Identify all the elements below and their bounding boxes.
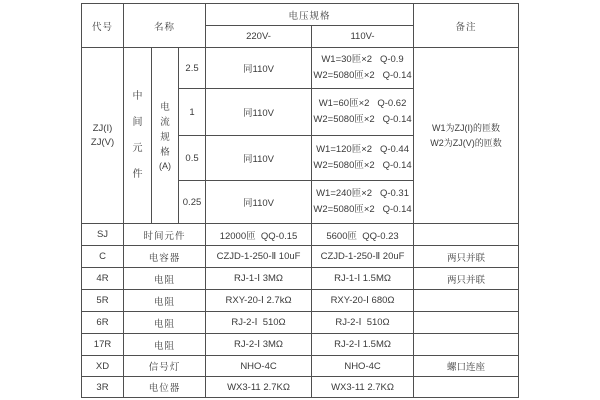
- row-110v: RXY-20-Ⅰ 680Ω: [312, 290, 414, 312]
- row-110v: NHO-4C: [312, 356, 414, 377]
- table-row: [82, 377, 519, 398]
- row-code: 3R: [82, 377, 124, 398]
- zj-110v-w1: W1=60匝×2 Q-0.62: [318, 98, 407, 109]
- zj-current-value: 0.5: [179, 136, 206, 181]
- table-row: [82, 290, 519, 312]
- row-name: 电阻: [124, 312, 206, 334]
- table-row: [82, 356, 519, 377]
- zj-current-spec-unit: (A): [159, 160, 171, 171]
- zj-110v-w1: W1=240匝×2 Q-0.31: [316, 188, 410, 199]
- zj-row-2.5: [82, 48, 519, 89]
- row-220v: CZJD-1-250-Ⅱ 10uF: [206, 246, 312, 268]
- row-220v: RJ-2-Ⅰ 510Ω: [206, 312, 312, 334]
- row-remark: [414, 290, 519, 312]
- header-220v-cell: 220V-: [206, 26, 312, 48]
- row-remark: 两只并联: [414, 246, 519, 268]
- zj-current-value: 2.5: [179, 48, 206, 89]
- header-voltage-spec-cell: 电压规格: [206, 4, 414, 26]
- row-110v: RJ-1-Ⅰ 1.5MΩ: [312, 268, 414, 290]
- table-row: [82, 334, 519, 356]
- zj-220v-value: 同110V: [206, 48, 312, 89]
- row-110v: CZJD-1-250-Ⅱ 20uF: [312, 246, 414, 268]
- header-name-cell: 名称: [124, 4, 206, 48]
- zj-element-name: 中间元件: [132, 90, 143, 180]
- row-110v: RJ-2-Ⅰ 510Ω: [312, 312, 414, 334]
- header-110v-cell: 110V-: [312, 26, 414, 48]
- row-remark: [414, 312, 519, 334]
- row-code: 17R: [82, 334, 124, 356]
- zj-current-value: 0.25: [179, 181, 206, 224]
- table-row: [82, 224, 519, 246]
- header-remark-cell: 备注: [414, 4, 519, 48]
- row-220v: WX3-11 2.7KΩ: [206, 377, 312, 398]
- row-name: 信号灯: [124, 356, 206, 377]
- row-code: SJ: [82, 224, 124, 246]
- row-220v: RJ-1-Ⅰ 3MΩ: [206, 268, 312, 290]
- row-220v: NHO-4C: [206, 356, 312, 377]
- row-name: 电阻: [124, 268, 206, 290]
- row-name: 电阻: [124, 334, 206, 356]
- zj-remark-line2: W2为ZJ(V)的匝数: [430, 137, 502, 148]
- zj-110v-w1: W1=30匝×2 Q-0.9: [321, 54, 404, 65]
- row-110v: 5600匝 QQ-0.23: [312, 224, 414, 246]
- row-110v: RJ-2-Ⅰ 1.5MΩ: [312, 334, 414, 356]
- row-remark: 螺口连座: [414, 356, 519, 377]
- zj-220v-value: 同110V: [206, 89, 312, 136]
- zj-110v-w2: W2=5080匝×2 Q-0.14: [313, 204, 412, 215]
- row-name: 电位器: [124, 377, 206, 398]
- row-code: C: [82, 246, 124, 268]
- row-110v: WX3-11 2.7KΩ: [312, 377, 414, 398]
- zj-current-value: 1: [179, 89, 206, 136]
- row-220v: 12000匝 QQ-0.15: [206, 224, 312, 246]
- zj-110v-w1: W1=120匝×2 Q-0.44: [316, 144, 410, 155]
- zj-220v-value: 同110V: [206, 181, 312, 224]
- zj-current-spec-cell: [152, 48, 179, 224]
- row-code: XD: [82, 356, 124, 377]
- zj-element-name-cell: [124, 48, 152, 224]
- header-row-1: [82, 4, 519, 26]
- zj-remark-line1: W1为ZJ(I)的匝数: [432, 122, 501, 133]
- zj-remark-cell: [414, 48, 519, 224]
- header-code-cell: 代号: [82, 4, 124, 48]
- row-code: 6R: [82, 312, 124, 334]
- zj-220v-value: 同110V: [206, 136, 312, 181]
- row-remark: [414, 224, 519, 246]
- zj-code-line2: ZJ(V): [90, 136, 115, 148]
- zj-code-cell: [82, 48, 124, 224]
- row-name: 时间元件: [124, 224, 206, 246]
- table-row: [82, 268, 519, 290]
- row-name: 电容器: [124, 246, 206, 268]
- row-code: 4R: [82, 268, 124, 290]
- zj-code-line1: ZJ(I): [92, 122, 113, 134]
- row-name: 电阻: [124, 290, 206, 312]
- zj-110v-w2: W2=5080匝×2 Q-0.14: [313, 114, 412, 125]
- table-row: [82, 312, 519, 334]
- zj-110v-w2: W2=5080匝×2 Q-0.14: [313, 160, 412, 171]
- row-220v: RXY-20-Ⅰ 2.7kΩ: [206, 290, 312, 312]
- zj-110v-w2: W2=5080匝×2 Q-0.14: [313, 70, 412, 81]
- table-row: [82, 246, 519, 268]
- row-code: 5R: [82, 290, 124, 312]
- zj-current-spec-name: 电流规格: [160, 101, 170, 158]
- row-220v: RJ-2-Ⅰ 3MΩ: [206, 334, 312, 356]
- row-remark: [414, 377, 519, 398]
- zj-110v-cell: [312, 181, 414, 224]
- row-remark: 两只并联: [414, 268, 519, 290]
- row-remark: [414, 334, 519, 356]
- zj-110v-cell: [312, 136, 414, 181]
- spec-table: [81, 3, 519, 398]
- zj-110v-cell: [312, 89, 414, 136]
- zj-110v-cell: [312, 48, 414, 89]
